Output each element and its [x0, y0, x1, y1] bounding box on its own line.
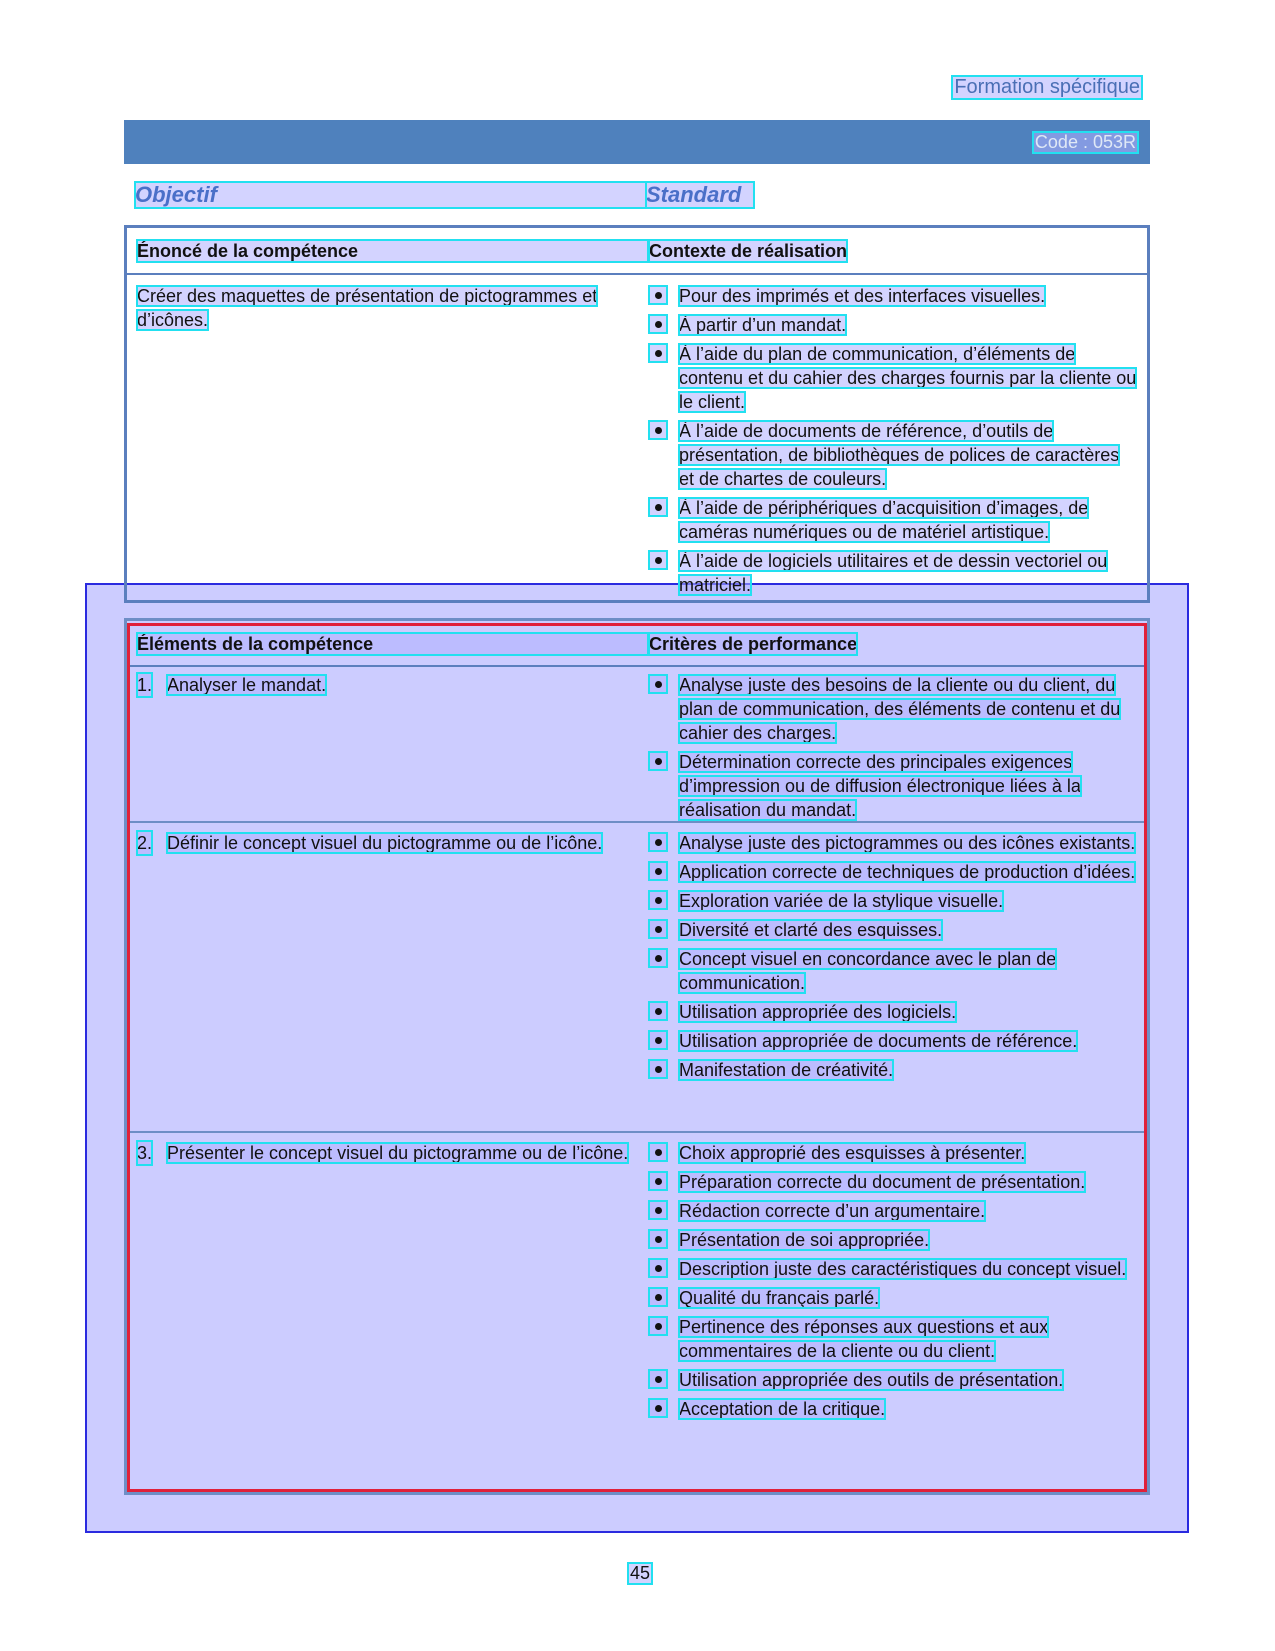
list-item-text: Analyse juste des pictogrammes ou des icônes existants.	[679, 833, 1136, 853]
list-item-text: À l’aide de logiciels utilitaires et de dessin vectoriel ou matriciel.	[679, 551, 1108, 595]
bullet-icon	[649, 1172, 667, 1190]
bullet-icon	[649, 1288, 667, 1306]
bullet-icon	[649, 1201, 667, 1219]
list-item	[649, 1199, 1139, 1223]
competency-element	[137, 831, 649, 855]
code-bar	[124, 120, 1150, 164]
list-item	[649, 1029, 1139, 1053]
bullet-icon	[649, 1143, 667, 1161]
list-item-text: Acceptation de la critique.	[679, 1399, 886, 1419]
list-item	[649, 1315, 1139, 1363]
context-cell	[649, 284, 1139, 602]
page-number: 45	[630, 1563, 651, 1583]
competency-statement-table	[124, 225, 1150, 603]
list-item	[649, 496, 1139, 544]
bullet-icon	[649, 1230, 667, 1248]
bullet-icon	[649, 949, 667, 967]
bullet-icon	[649, 920, 667, 938]
bullet-icon	[649, 891, 667, 909]
element-number: 3.	[137, 1143, 153, 1163]
bullet-icon	[649, 1399, 667, 1417]
element-text: Définir le concept visuel du pictogramme ou de l’icône.	[167, 833, 603, 853]
list-item-text: Choix approprié des esquisses à présenter.	[679, 1143, 1026, 1163]
list-item	[649, 1141, 1139, 1165]
list-item-text: Analyse juste des besoins de la cliente ou du client, du plan de communication, des éléments de contenu et du cahier des charges.	[679, 675, 1121, 743]
objectif-label: Objectif	[135, 182, 646, 208]
bullet-icon	[649, 498, 667, 516]
list-item-text: Pertinence des réponses aux questions et aux commentaires de la cliente ou du client.	[679, 1317, 1049, 1361]
bullet-icon	[649, 675, 667, 693]
list-item-text: Application correcte de techniques de production d’idées.	[679, 862, 1136, 882]
element-cell	[137, 831, 649, 855]
list-item-text: À l’aide du plan de communication, d’éléments de contenu et du cahier des charges fournis par la cliente ou le client.	[679, 344, 1137, 412]
list-item-text: Présentation de soi appropriée.	[679, 1230, 930, 1250]
list-item	[649, 1368, 1139, 1392]
column-header-criteria: Critères de performance	[649, 633, 858, 654]
list-item	[649, 750, 1139, 822]
list-item	[649, 918, 1139, 942]
competency-element	[137, 673, 649, 697]
list-item-text: À l’aide de périphériques d’acquisition d’images, de caméras numériques ou de matériel artistique.	[679, 498, 1089, 542]
element-text: Analyser le mandat.	[167, 675, 327, 695]
bullet-icon	[649, 1031, 667, 1049]
bullet-icon	[649, 1060, 667, 1078]
list-item-text: Qualité du français parlé.	[679, 1288, 880, 1308]
bullet-icon	[649, 344, 667, 362]
bullet-icon	[649, 862, 667, 880]
criteria-list	[649, 673, 1139, 822]
list-item	[649, 1000, 1139, 1024]
list-item	[649, 1397, 1139, 1421]
bullet-icon	[649, 1370, 667, 1388]
performance-criteria-table	[124, 618, 1150, 1495]
criteria-cell	[649, 673, 1139, 827]
list-item	[649, 419, 1139, 491]
criteria-list	[649, 831, 1139, 1082]
row-divider	[127, 1131, 1147, 1133]
element-number: 1.	[137, 675, 153, 695]
list-item-text: Utilisation appropriée des logiciels.	[679, 1002, 957, 1022]
bullet-icon	[649, 1317, 667, 1335]
bullet-icon	[649, 1259, 667, 1277]
column-header-elements: Éléments de la compétence	[137, 633, 648, 655]
list-item-text: Concept visuel en concordance avec le plan de communication.	[679, 949, 1057, 993]
list-item	[649, 1228, 1139, 1252]
list-item	[649, 1286, 1139, 1310]
list-item	[649, 342, 1139, 414]
competency-element	[137, 1141, 649, 1165]
element-text: Présenter le concept visuel du pictogramme ou de l’icône.	[167, 1143, 629, 1163]
list-item-text: À l’aide de documents de référence, d’outils de présentation, de bibliothèques de polices de caractères et de chartes de couleurs.	[679, 421, 1120, 489]
bullet-icon	[649, 833, 667, 851]
list-item	[649, 313, 1139, 337]
bullet-icon	[649, 286, 667, 304]
statement-cell	[137, 284, 649, 332]
list-item	[649, 1170, 1139, 1194]
column-header-statement: Énoncé de la compétence	[137, 240, 648, 262]
list-item-text: Exploration variée de la stylique visuelle.	[679, 891, 1004, 911]
standard-label: Standard	[646, 182, 754, 208]
list-item	[649, 860, 1139, 884]
list-item-text: À partir d’un mandat.	[679, 315, 847, 335]
bullet-icon	[649, 752, 667, 770]
competency-statement: Créer des maquettes de présentation de pictogrammes et d’icônes.	[137, 286, 598, 330]
list-item	[649, 1257, 1139, 1281]
bullet-icon	[649, 421, 667, 439]
element-number: 2.	[137, 833, 153, 853]
table-header	[127, 621, 1147, 667]
column-header-context: Contexte de réalisation	[649, 240, 848, 261]
element-cell	[137, 1141, 649, 1165]
element-cell	[137, 673, 649, 697]
list-item	[649, 831, 1139, 855]
competency-code: Code : 053R	[1034, 132, 1136, 152]
bullet-icon	[649, 1002, 667, 1020]
list-item-text: Rédaction correcte d’un argumentaire.	[679, 1201, 986, 1221]
document-section-title: Formation spécifique	[954, 76, 1140, 98]
list-item	[649, 947, 1139, 995]
list-item	[649, 1058, 1139, 1082]
criteria-cell	[649, 831, 1139, 1087]
criteria-cell	[649, 1141, 1139, 1426]
list-item-text: Utilisation appropriée des outils de présentation.	[679, 1370, 1064, 1390]
list-item	[649, 549, 1139, 597]
list-item	[649, 889, 1139, 913]
bullet-icon	[649, 315, 667, 333]
list-item	[649, 284, 1139, 308]
list-item-text: Détermination correcte des principales exigences d’impression ou de diffusion électronique liées à la réalisation du mandat.	[679, 752, 1081, 820]
list-item-text: Préparation correcte du document de présentation.	[679, 1172, 1086, 1192]
list-item-text: Diversité et clarté des esquisses.	[679, 920, 943, 940]
criteria-list	[649, 1141, 1139, 1421]
table-header	[127, 228, 1147, 275]
list-item-text: Pour des imprimés et des interfaces visuelles.	[679, 286, 1046, 306]
list-item-text: Description juste des caractéristiques du concept visuel.	[679, 1259, 1127, 1279]
list-item	[649, 673, 1139, 745]
context-list	[649, 284, 1139, 597]
list-item-text: Utilisation appropriée de documents de référence.	[679, 1031, 1078, 1051]
list-item-text: Manifestation de créativité.	[679, 1060, 894, 1080]
bullet-icon	[649, 551, 667, 569]
